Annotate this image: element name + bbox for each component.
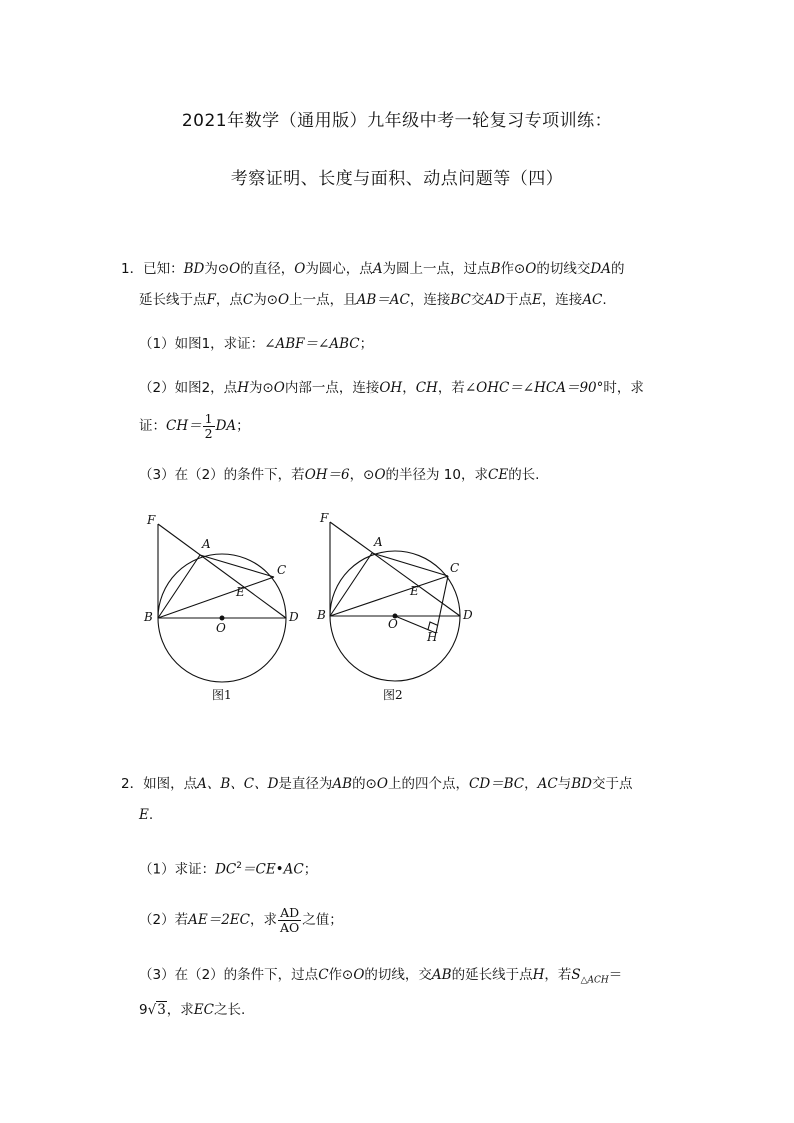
q1-text: 证：	[139, 418, 166, 434]
q1-text: 于点	[504, 292, 532, 308]
q2-var: BD	[571, 776, 592, 792]
q2-text: 之值；	[302, 912, 343, 928]
fraction-numerator: 1	[204, 410, 213, 426]
q1-formula: CH＝	[166, 418, 202, 434]
q1-text: （1）如图1，求证：	[139, 336, 265, 352]
q2-text: （2）若	[139, 912, 189, 928]
fig1-caption: 图1	[212, 688, 232, 702]
fig1-label-c: C	[277, 563, 287, 577]
fraction-numerator: AD	[278, 906, 301, 921]
fig2-label-e: E	[410, 584, 419, 598]
q2-formula: AE＝2EC	[188, 912, 250, 928]
q2-text: ，求	[166, 1002, 194, 1018]
q1-text: .	[602, 292, 607, 308]
q2-line-1	[121, 774, 632, 794]
q1-var: E	[531, 292, 542, 308]
fig1-label-b: B	[144, 610, 153, 624]
fig1-label-f: F	[147, 513, 156, 527]
q1-line-2	[139, 290, 607, 310]
q1-text: ；	[236, 418, 250, 434]
q1-line-1	[121, 259, 624, 279]
q1-text: 的切线交	[536, 261, 591, 277]
q1-var: AD	[484, 292, 505, 308]
q2-var: AC	[537, 776, 558, 792]
q2-var: AB	[332, 776, 353, 792]
fig1-label-d: D	[289, 610, 299, 624]
q2-text: ，求	[249, 912, 277, 928]
q1-text: （2）如图2，点	[139, 380, 238, 396]
fraction-ad-over-ao	[278, 906, 301, 935]
q2-number-9: 9	[139, 1002, 148, 1018]
q1-text: 作⊙	[500, 261, 526, 277]
q1-var: O	[278, 292, 290, 308]
q1-formula: AB＝AC	[356, 292, 410, 308]
fig2-chord-ba	[330, 553, 372, 616]
figure-2	[310, 505, 490, 705]
q1-part-2	[139, 378, 644, 398]
q1-text: 为圆上一点，过点	[382, 261, 491, 277]
q1-part-2-cont	[139, 409, 250, 443]
figure-1	[140, 505, 320, 705]
q1-text: 为圆心，点	[305, 261, 373, 277]
q2-line-2	[139, 805, 153, 825]
q2-text: 作⊙	[328, 967, 354, 983]
q1-formula: ∠OHC＝∠HCA＝90°	[464, 380, 604, 396]
q2-text: 上的四个点，	[387, 776, 469, 792]
q1-number: 1．	[121, 261, 144, 277]
q2-text: （3）在（2）的条件下，过点	[139, 967, 319, 983]
q1-text: 的	[610, 261, 625, 277]
fig1-chord-ba	[158, 555, 200, 618]
q1-var: BD	[183, 261, 205, 277]
q2-text: .	[148, 807, 154, 823]
fig1-label-e: E	[236, 585, 245, 599]
q2-text: 如图，点	[143, 776, 198, 792]
fig1-chord-bc	[158, 577, 274, 618]
q1-text: 时，求	[603, 380, 644, 396]
q1-text: 的长.	[508, 467, 540, 483]
q1-var: CH	[415, 380, 438, 396]
q2-text: ，	[524, 776, 538, 792]
q1-text: ，连接	[409, 292, 451, 308]
fig2-label-a: A	[374, 535, 383, 549]
fig1-chord-ac	[200, 555, 274, 577]
q1-text: 的半径为 10，求	[385, 467, 488, 483]
q1-var: F	[206, 292, 216, 308]
q2-part-3-cont	[139, 1000, 245, 1020]
fig2-label-f: F	[320, 511, 329, 525]
q1-text: 为⊙	[204, 261, 230, 277]
fraction-denominator: AO	[279, 919, 300, 935]
q1-formula: ∠ABF＝∠ABC	[264, 336, 360, 352]
q2-var: DC	[215, 861, 237, 878]
q2-formula: ＝CE•AC	[241, 861, 304, 878]
page-subtitle: 考察证明、长度与面积、动点问题等（四）	[230, 169, 564, 189]
q1-text: ；	[359, 336, 374, 352]
q1-text: 内部一点，连接	[284, 380, 380, 396]
q2-formula: CD＝BC	[468, 776, 525, 792]
sqrt-symbol: √3	[147, 1002, 166, 1018]
page-title: 2021年数学（通用版）九年级中考一轮复习专项训练：	[181, 111, 613, 131]
q2-var: A、B、C、D	[197, 776, 279, 792]
fig1-label-a: A	[202, 537, 211, 551]
q1-var: O	[229, 261, 241, 277]
q1-var: A	[372, 261, 383, 277]
fig2-caption: 图2	[383, 688, 403, 702]
sqrt-radicand: 3	[157, 1002, 166, 1018]
q2-text: 与	[557, 776, 572, 792]
q2-var: AB	[431, 967, 452, 983]
q2-text: 的延长线于点	[451, 967, 533, 983]
fig2-label-d: D	[463, 608, 473, 622]
fraction-one-half	[203, 412, 215, 441]
q1-var: C	[242, 292, 254, 308]
q1-var: DA	[215, 418, 237, 434]
q1-text: 为⊙	[248, 380, 274, 396]
q1-var: AC	[582, 292, 603, 308]
q1-text: 为⊙	[253, 292, 279, 308]
q2-var: E	[139, 807, 149, 823]
q1-var: DA	[590, 261, 611, 277]
fraction-denominator: 2	[204, 425, 213, 441]
q2-part-2	[139, 903, 343, 937]
q2-var: EC	[193, 1002, 214, 1018]
q1-var: O	[294, 261, 306, 277]
q1-text: ，若	[437, 380, 465, 396]
q2-text: 的⊙	[352, 776, 377, 792]
q1-var: CE	[488, 467, 509, 483]
q2-text: （1）求证：	[139, 861, 216, 878]
q2-text: ＝	[608, 967, 623, 983]
q2-var: C	[318, 967, 329, 983]
q2-part-1	[139, 856, 317, 880]
q2-text: 的切线，交	[364, 967, 432, 983]
q1-text: ，点	[215, 292, 243, 308]
q1-var: B	[490, 261, 501, 277]
q2-part-3	[139, 965, 622, 991]
q2-text: 是直径为	[278, 776, 333, 792]
q1-var: BC	[450, 292, 471, 308]
fig2-label-h: H	[427, 630, 438, 644]
q2-var: H	[532, 967, 545, 983]
q1-var: H	[237, 380, 249, 396]
fig2-label-b: B	[317, 608, 326, 622]
q1-var: OH	[379, 380, 403, 396]
q2-superscript: 2	[236, 861, 242, 871]
q1-text: 已知：	[143, 261, 184, 277]
fig2-label-o: O	[388, 617, 398, 631]
q2-subscript: △ACH	[580, 975, 609, 986]
fig2-chord-ac	[372, 553, 448, 576]
q1-text: 上一点，且	[289, 292, 357, 308]
q1-var: O	[525, 261, 537, 277]
q1-text: ，⊙	[349, 467, 375, 483]
q1-text: （3）在（2）的条件下，若	[139, 467, 305, 483]
fig2-label-c: C	[450, 561, 460, 575]
fig1-center-dot	[220, 616, 225, 621]
q1-formula: OH＝6	[304, 467, 350, 483]
q1-text: 延长线于点	[139, 292, 207, 308]
q1-part-1	[139, 334, 373, 354]
q2-text: 之长.	[213, 1002, 246, 1018]
q1-part-3	[139, 465, 539, 485]
q1-var: O	[273, 380, 285, 396]
q2-var: S	[571, 967, 581, 983]
q1-text: ，	[402, 380, 416, 396]
q2-text: 交于点	[591, 776, 633, 792]
q2-var: O	[353, 967, 365, 983]
q1-text: 交	[470, 292, 485, 308]
q2-var: O	[376, 776, 388, 792]
q2-number: 2．	[121, 776, 144, 792]
q2-text: ，若	[544, 967, 572, 983]
q1-text: ，连接	[541, 292, 583, 308]
q1-text: 的直径，	[240, 261, 295, 277]
q2-text: ；	[303, 861, 318, 878]
fig2-chord-bc	[330, 576, 448, 616]
fig1-label-o: O	[216, 621, 226, 635]
q1-var: O	[374, 467, 386, 483]
fig2-segment-ch	[436, 576, 448, 633]
fig1-line-fd	[158, 524, 286, 618]
